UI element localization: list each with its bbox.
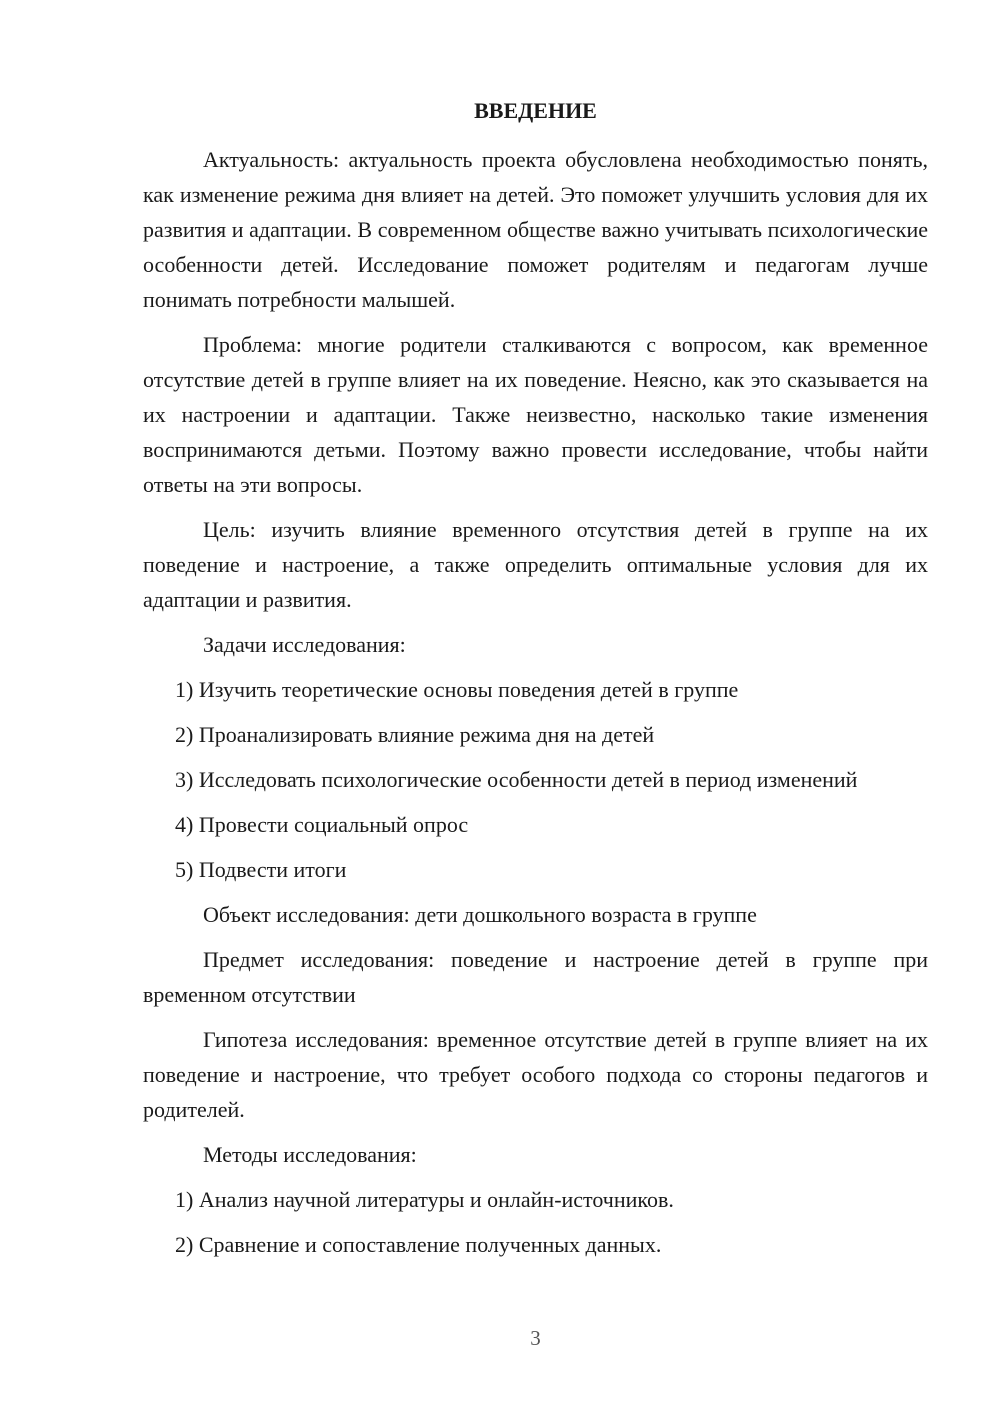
list-item-task-3: 3) Исследовать психологические особенности детей в период изменений [175, 767, 858, 792]
list-item-task-5: 5) Подвести итоги [175, 857, 347, 882]
paragraph-subject: Предмет исследования: поведение и настроение детей в группе при временном отсутствии [143, 947, 928, 1007]
paragraph-goal: Цель: изучить влияние временного отсутствия детей в группе на их поведение и настроение, а также определить оптимальные условия для их адаптации и развития. [143, 517, 928, 612]
page-number: 3 [530, 1326, 541, 1350]
list-item-task-4: 4) Провести социальный опрос [175, 812, 469, 837]
list-item-method-1: 1) Анализ научной литературы и онлайн-источников. [175, 1187, 674, 1212]
page-title: ВВЕДЕНИЕ [474, 98, 597, 123]
list-item-task-1: 1) Изучить теоретические основы поведения детей в группе [175, 677, 739, 702]
list-item-task-2: 2) Проанализировать влияние режима дня на детей [175, 722, 655, 747]
paragraph-object: Объект исследования: дети дошкольного возраста в группе [203, 902, 757, 927]
paragraph-tasks-heading: Задачи исследования: [203, 632, 406, 657]
document-page [143, 0, 928, 1414]
paragraph-methods-heading: Методы исследования: [203, 1142, 417, 1167]
paragraph-relevance: Актуальность: актуальность проекта обусловлена необходимостью понять, как изменение режима дня влияет на детей. Это поможет улучшить условия для их развития и адаптации. В современном обществе важно учитывать психологические особенности детей. Исследование поможет родителям и педагогам лучше понимать потребности малышей. [143, 147, 928, 312]
paragraph-problem: Проблема: многие родители сталкиваются с вопросом, как временное отсутствие детей в группе влияет на их поведение. Неясно, как это сказывается на их настроении и адаптации. Также неизвестно, насколько такие изменения воспринимаются детьми. Поэтому важно провести исследование, чтобы найти ответы на эти вопросы. [143, 332, 928, 497]
paragraph-hypothesis: Гипотеза исследования: временное отсутствие детей в группе влияет на их поведение и настроение, что требует особого подхода со стороны педагогов и родителей. [143, 1027, 928, 1122]
list-item-method-2: 2) Сравнение и сопоставление полученных данных. [175, 1232, 662, 1257]
document-body [143, 142, 928, 1272]
